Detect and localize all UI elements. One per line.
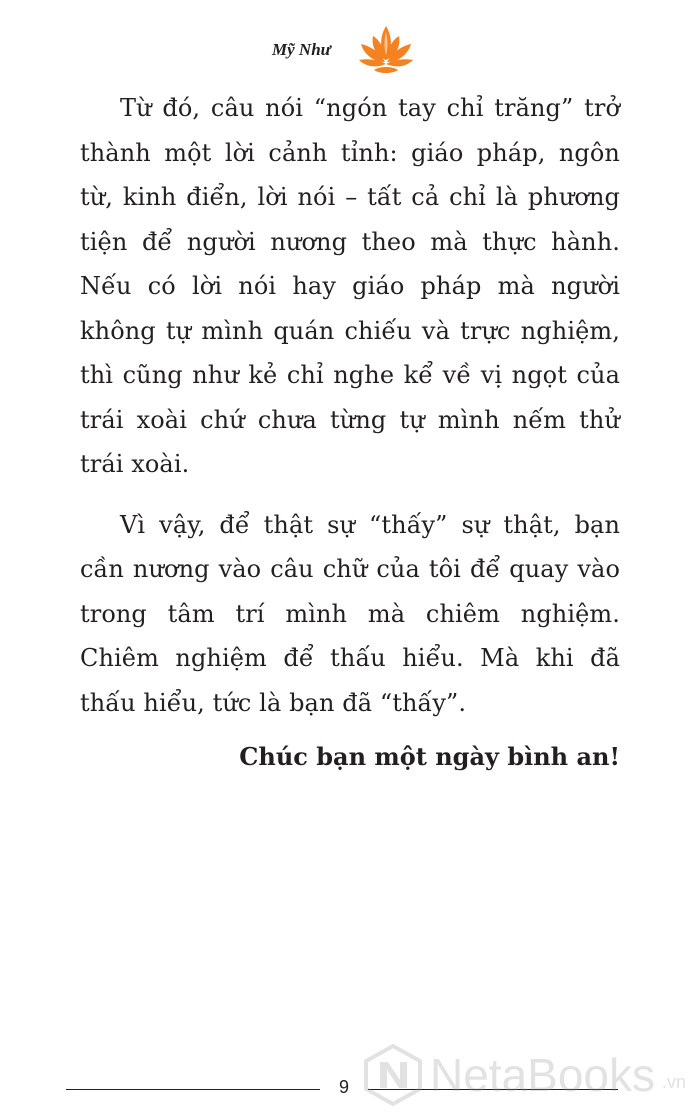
- page-number: 9: [338, 1077, 349, 1097]
- lotus-icon: [356, 20, 416, 80]
- page-header: [0, 10, 700, 80]
- paragraph-1: Từ đó, câu nói “ngón tay chỉ trăng” trở thành một lời cảnh tỉnh: giáo pháp, ngôn từ, kinh điển, lời nói – tất cả chỉ là phương tiện để người nương theo mà thực hành. Nếu có lời nói hay giáo pháp mà người không tự mình quán chiếu và trực nghiệm, thì cũng như kẻ chỉ nghe kể về vị ngọt của trái xoài chứ chưa từng tự mình nếm thử trái xoài.: [80, 94, 620, 478]
- watermark: [362, 1042, 692, 1108]
- footer-rule-left: [66, 1089, 320, 1090]
- watermark-suffix: .vn: [662, 1072, 687, 1092]
- paragraph-2: Vì vậy, để thật sự “thấy” sự thật, bạn cần nương vào câu chữ của tôi để quay vào trong tâm trí mình mà chiêm nghiệm. Chiêm nghiệm để thấu hiểu. Mà khi đã thấu hiểu, tức là bạn đã “thấy”.: [80, 510, 620, 717]
- author-title: Mỹ Như: [272, 40, 331, 59]
- watermark-brand: NetaBooks: [430, 1049, 656, 1101]
- page-body: [80, 86, 620, 780]
- closing-line: Chúc bạn một ngày bình an!: [239, 742, 620, 771]
- netabooks-logo-icon: [362, 1044, 424, 1106]
